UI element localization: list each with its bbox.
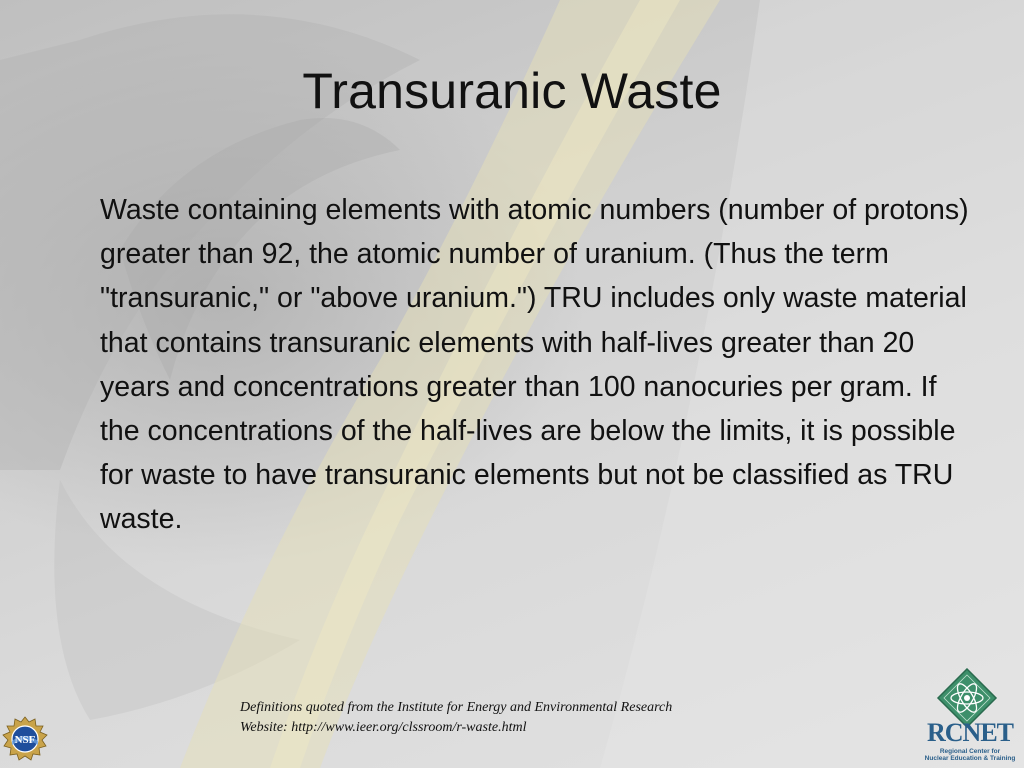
rcnet-subtitle <box>924 748 1016 762</box>
rcnet-logo <box>918 668 1018 766</box>
citation-line-2: Website: http://www.ieer.org/clssroom/r-waste.html <box>240 720 527 735</box>
nsf-logo-icon <box>2 716 48 762</box>
slide-title: Transuranic Waste <box>302 63 722 119</box>
rcnet-subtitle-line-2: Nuclear Education & Training <box>924 755 1016 762</box>
citation <box>240 698 860 738</box>
rcnet-wordmark: RCNET <box>926 718 1013 747</box>
svg-text:NSF: NSF <box>14 734 36 746</box>
definition-text: Waste containing elements with atomic numbers (number of protons) greater than 92, the atomic number of uranium. (Thus the term "transuranic," or "above uranium.") TRU includes only waste material that contains transuranic elements with half-lives greater than 20 years and concentrations greater than 100 nanocuries per gram. If the concentrations of the half-lives are below the limits, it is possible for waste to have transuranic elements but not be classified as TRU waste. <box>100 194 969 536</box>
citation-line-1: Definitions quoted from the Institute for Energy and Environmental Research <box>240 700 673 715</box>
rcnet-subtitle-line-1: Regional Center for <box>939 748 1001 755</box>
